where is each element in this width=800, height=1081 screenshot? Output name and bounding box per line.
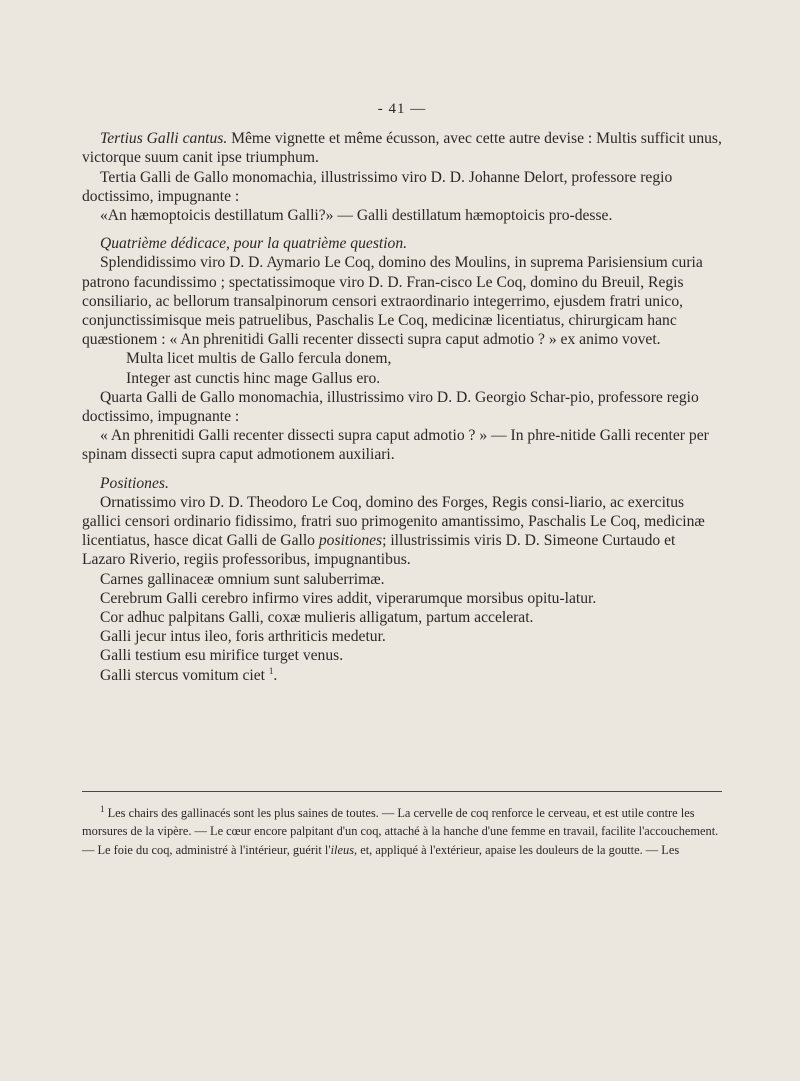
page-number: - 41 — [377,101,427,117]
main-text [82,100,722,685]
heading-dedicace-text: Quatrième dédicace, pour la quatrième question. [100,235,408,253]
footnote-text-a: Les chairs des gallinacés sont les plus saines de toutes. — La cervelle de coq renforce le cerveau, et est utile contre les morsures de la vipère. — Le cœur encore palpitant d'un coq, attaché à la hanche d'une femme en travail, facilite l'accouchement. — Le foie du coq, administré à l'intérieur, guérit l' [82,806,719,857]
paragraph-dedicace: Splendidissimo viro D. D. Aymario Le Coq, domino des Moulins, in suprema Parisiensium curia patrono facundissimo ; spectatissimoque viro D. D. Fran-cisco Le Coq, domino du Breuil, Regis consiliario, ac bellorum transalpinorum censori extraordinario integerrimo, ejusdem fratri unico, conjunctissimisque meis patruelibus, Paschalis Le Coq, medicinæ licentiatus, chirurgicam hanc quæstionem : « An phrenitidi Galli recenter dissecti supra caput admotio ? » ex animo vovet. [82,254,703,349]
position-testium: Galli testium esu mirifice turget venus. [100,647,344,665]
footnote-text-b: , et, appliqué à l'extérieur, apaise les douleurs de la goutte. — Les [354,842,680,857]
paragraph-ornatissimo [82,493,722,570]
paragraph-tertius [82,129,722,167]
footnote-text [82,804,722,859]
paragraph-question-3: «An hæmoptoicis destillatum Galli?» — Galli destillatum hæmoptoicis pro-desse. [100,207,613,225]
verse-line-2: Integer ast cunctis hinc mage Gallus ero. [126,369,381,387]
tertius-text: Même vignette et même écusson, avec cette autre devise : Multis sufficit unus, victorque suum canit ipse triumphum. [82,130,722,167]
position-cor: Cor adhuc palpitans Galli, coxæ mulieris alligatum, partum accelerat. [100,609,534,627]
heading-positiones-text: Positiones. [100,474,169,492]
ornatissimo-positiones: positiones [318,532,383,550]
heading-dedicace [82,234,722,253]
position-carnes: Carnes gallinaceæ omnium sunt saluberrimæ. [100,570,385,588]
tertius-label: Tertius Galli cantus. [100,130,228,148]
ornatissimo-text-a: Ornatissimo viro D. D. Theodoro Le Coq, domino des Forges, Regis consi-liario, ac exercitus gallici censori ordinario fidissimo, fratri suo primogenito amantissimo, Paschalis Le Coq, medicinæ licentiatus, hasce dicat Galli de Gallo [82,493,705,550]
footnote-reference: 1 [268,665,274,676]
position-stercus [82,666,722,685]
footnote-ileus: ileus [330,842,355,857]
stercus-end: . [273,666,278,684]
ornatissimo-text-b: ; illustrissimis viris D. D. Simeone Curtaudo et Lazaro Riverio, regiis professoribus, impugnantibus. [82,532,676,569]
footnote-divider [82,791,722,792]
stercus-text: Galli stercus vomitum ciet [100,666,265,684]
position-jecur: Galli jecur intus ileo, foris arthriticis medetur. [100,628,386,646]
position-cerebrum: Cerebrum Galli cerebro infirmo vires addit, viperarumque morsibus opitu-latur. [100,589,597,607]
paragraph-quarta-monomachia: Quarta Galli de Gallo monomachia, illustrissimo viro D. D. Georgio Schar-pio, professore regio doctissimo, impugnante : [82,388,699,426]
paragraph-question-4: « An phrenitidi Galli recenter dissecti supra caput admotio ? » — In phre-nitide Galli recenter per spinam dissecti supra caput admotionem auxiliari. [82,427,709,464]
footnote [82,804,722,859]
heading-positiones [82,474,722,493]
verse-line-1: Multa licet multis de Gallo fercula donem, [126,350,392,368]
footnote-mark: 1 [100,803,105,814]
paragraph-tertia-monomachia: Tertia Galli de Gallo monomachia, illustrissimo viro D. D. Johanne Delort, professore regio doctissimo, impugnante : [82,168,673,205]
